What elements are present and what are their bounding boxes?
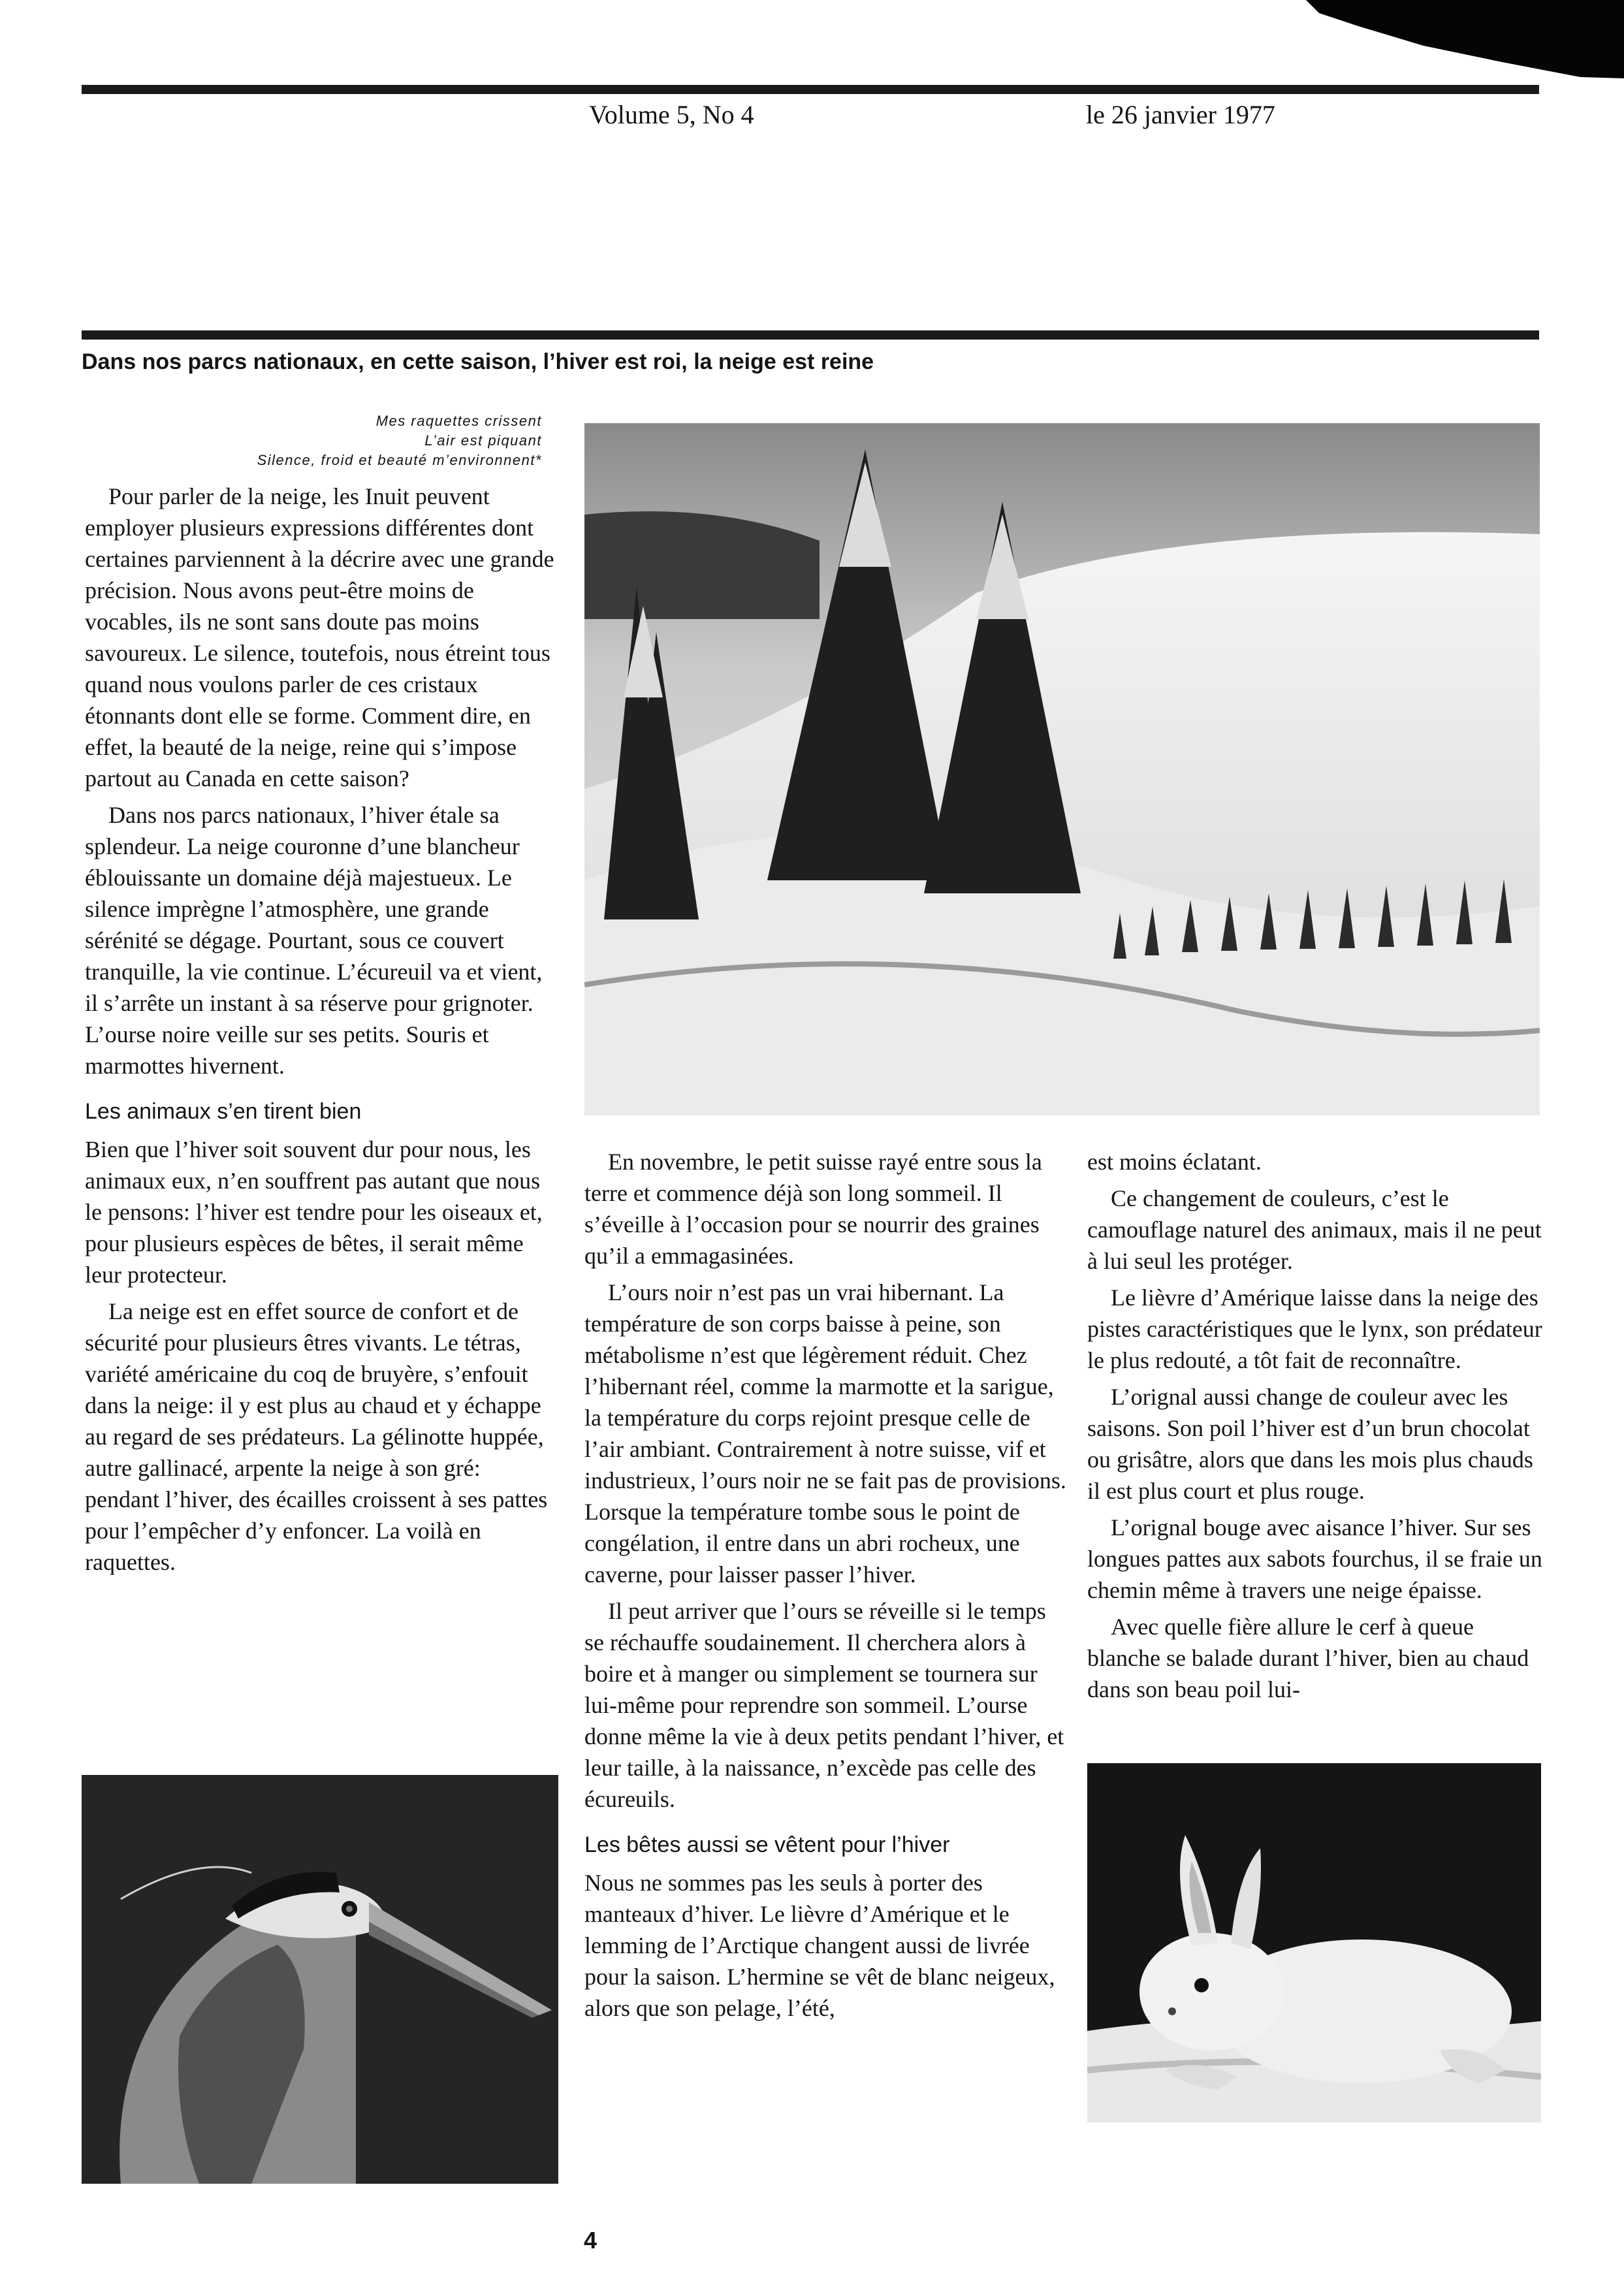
paragraph: Bien que l’hiver soit souvent dur pour nous, les animaux eux, n’en souffrent pas autant que nous le pensons: l’hiver est tendre pour les oiseaux et, pour plusieurs espèces de bêtes, il serait même leur protecteur. [85,1136,543,1288]
article-headline: Dans nos parcs nationaux, en cette saison, l’hiver est roi, la neige est reine [82,349,874,374]
article-column-1 [85,481,555,1583]
paragraph: Il peut arriver que l’ours se réveille si le temps se réchauffe soudainement. Il cherchera alors à boire et à manger ou simplement se tournera sur lui-même pour reprendre son sommeil. L’ourse donne même la vie à deux petits pendant l’hiver, et leur taille, à la naissance, n’excède pas celle des écureuils. [584,1598,1064,1812]
epigraph-line: Silence, froid et beauté m’environnent* [257,452,542,468]
paragraph: L’orignal aussi change de couleur avec les saisons. Son poil l’hiver est d’un brun chocolat ou grisâtre, alors que dans les mois plus chauds il est plus court et plus rouge. [1087,1384,1533,1504]
paragraph: Avec quelle fière allure le cerf à queue blanche se balade durant l’hiver, bien au chaud dans son beau poil lui- [1087,1614,1529,1702]
epigraph-line: L’air est piquant [424,432,542,449]
paragraph: Le lièvre d’Amérique laisse dans la neige des pistes caractéristiques que le lynx, son prédateur le plus redouté, a tôt fait de reconnaître. [1087,1285,1542,1373]
section-subhead: Les bêtes aussi se vêtent pour l’hiver [584,1832,950,1857]
paragraph: En novembre, le petit suisse rayé entre sous la terre et commence déjà son long sommeil. Il s’éveille à l’occasion pour se nourrir des graines qu’il a emmagasinées. [584,1149,1042,1269]
page-number: 4 [583,2227,597,2254]
paragraph: Dans nos parcs nationaux, l’hiver étale sa splendeur. La neige couronne d’une blancheur éblouissante un domaine déjà majestueux. Le silence imprègne l’atmosphère, une grande sérénité se dégage. Pourtant, sous ce couvert tranquille, la vie continue. L’écureuil va et vient, il s’arrête un instant à sa réserve pour grignoter. L’ourse noire veille sur ses petits. Souris et marmottes hivernent. [85,802,543,1079]
paragraph: Pour parler de la neige, les Inuit peuvent employer plusieurs expressions différentes dont certaines parviennent à la décrire avec une grande précision. Nous avons peut-être moins de vocables, ils ne sont sans doute pas moins savoureux. Le silence, toutefois, nous étreint tous quand nous voulons parler de ces cristaux étonnants dont elle se forme. Comment dire, en effet, la beauté de la neige, reine qui s’impose partout au Canada en cette saison? [85,483,554,791]
heron-photo [82,1775,558,2184]
paragraph: L’ours noir n’est pas un vrai hibernant. La température de son corps baisse à peine, son métabolisme n’est que légèrement réduit. Chez l’hibernant réel, comme la marmotte et la sarigue, la température du corps rejoint presque celle de l’air ambiant. Contrairement à notre suisse, vif et industrieux, l’ours noir ne se fait pas de provisions. Lorsque la température tombe sous le point de congélation, il entre dans un abri rocheux, une caverne, pour laisser passer l’hiver. [584,1279,1066,1588]
epigraph-line: Mes raquettes crissent [375,413,542,429]
paragraph: Ce changement de couleurs, c’est le camouflage naturel des animaux, mais il ne peut à lui seul les protéger. [1087,1185,1542,1274]
section-subhead: Les animaux s’en tirent bien [85,1099,362,1124]
snow-covered-trees-photo [584,423,1540,1115]
article-column-3 [1087,1146,1544,1710]
headline-rule [82,330,1539,340]
snowshoe-hare-photo [1087,1763,1541,2122]
article-column-2 [584,1146,1068,2029]
issue-volume: Volume 5, No 4 [589,100,754,129]
paragraph: La neige est en effet source de confort et de sécurité pour plusieurs êtres vivants. Le tétras, variété américaine du coq de bruyère, s’enfouit dans la neige: il y est plus au chaud et y échappe au regard de ses prédateurs. La gélinotte huppée, autre gallinacé, arpente la neige à son gré: pendant l’hiver, des écailles croissent à ses pattes pour l’empêcher d’y enfoncer. La voilà en raquettes. [85,1298,548,1575]
scan-corner-shadow [1306,0,1624,78]
epigraph [85,411,542,470]
issue-date: le 26 janvier 1977 [1086,100,1275,129]
top-rule [82,85,1539,94]
paragraph: est moins éclatant. [1087,1149,1262,1175]
paragraph: L’orignal bouge avec aisance l’hiver. Sur ses longues pattes aux sabots fourchus, il se fraie un chemin même à travers une neige épaisse. [1087,1514,1542,1603]
paragraph: Nous ne sommes pas les seuls à porter des manteaux d’hiver. Le lièvre d’Amérique et le lemming de l’Arctique changent aussi de livrée pour la saison. L’hermine se vêt de blanc neigeux, alors que son pelage, l’été, [584,1870,1055,2021]
